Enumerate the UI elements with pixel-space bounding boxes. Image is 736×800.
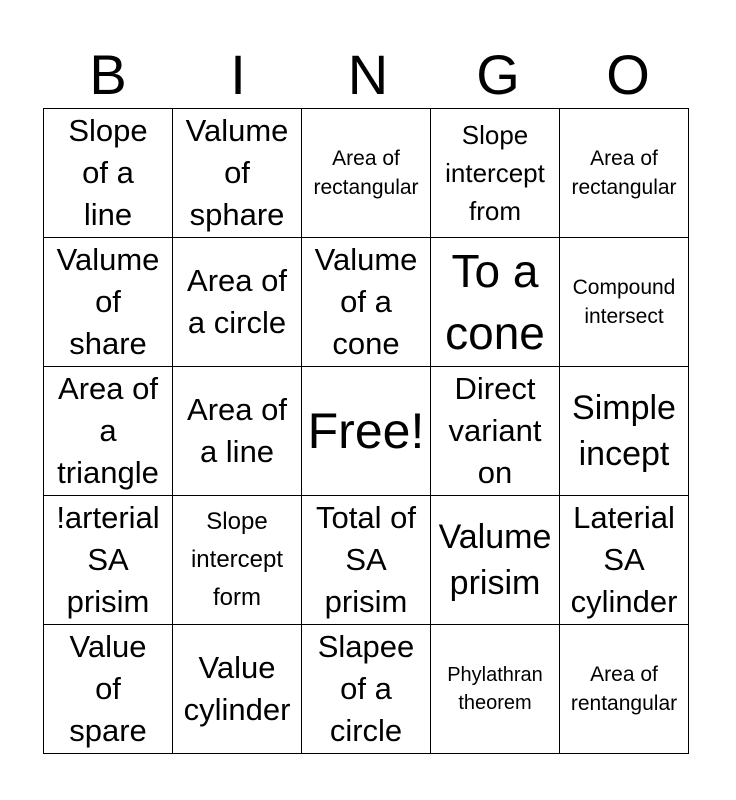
cell-text-line: triangle [57, 455, 159, 490]
bingo-cell[interactable] [302, 625, 431, 754]
bingo-cell[interactable] [431, 625, 560, 754]
cell-text-line: spare [69, 713, 147, 748]
board-row [44, 109, 689, 238]
cell-text-line: cylinder [183, 692, 291, 727]
bingo-cell[interactable] [431, 496, 560, 625]
cell-text-line: rectangular [313, 176, 419, 199]
cell-text-line: Value [198, 650, 276, 685]
cell-text-line: line [83, 197, 133, 232]
cell-text-line: Direct [454, 371, 536, 406]
cell-text-line: Valume [56, 242, 160, 277]
cell-text-line: prisim [324, 584, 408, 619]
cell-text-line: prisim [66, 584, 150, 619]
cell-text-line: Slope [206, 508, 268, 535]
cell-text-line: SA [87, 542, 129, 577]
cell-text-line: circle [329, 713, 403, 748]
cell-text-line: share [69, 326, 147, 361]
cell-text-line: Laterial [573, 500, 675, 535]
header-letter-n: N [347, 43, 389, 106]
cell-text-line: cone [445, 307, 545, 359]
bingo-cell[interactable] [560, 625, 689, 754]
bingo-cell[interactable] [302, 238, 431, 367]
cell-text-line: Area of [187, 263, 287, 298]
cell-text-line: To a [451, 245, 539, 297]
bingo-cell[interactable] [560, 367, 689, 496]
cell-text-line: intercept [190, 546, 284, 573]
board-row [44, 625, 689, 754]
cell-text-line: of [224, 155, 250, 190]
cell-text-line: SA [345, 542, 387, 577]
cell-text-line: Value [69, 629, 147, 664]
cell-text-line: Area of [332, 147, 400, 170]
cell-text-line: Valume [314, 242, 418, 277]
cell-text-line: Slope [68, 113, 148, 148]
bingo-cell[interactable] [173, 496, 302, 625]
bingo-cell[interactable] [44, 496, 173, 625]
bingo-cell[interactable] [431, 367, 560, 496]
cell-text-line: cone [332, 326, 400, 361]
bingo-cell[interactable] [302, 109, 431, 238]
cell-text-line: cylinder [570, 584, 678, 619]
cell-text-line: variant [448, 413, 542, 448]
cell-text-line: Slapee [317, 629, 415, 664]
bingo-cell[interactable] [560, 109, 689, 238]
cell-text-line: Phylathran [447, 664, 543, 686]
cell-text-line: sphare [189, 197, 285, 232]
cell-text-line: of a [82, 155, 134, 190]
bingo-header [43, 42, 693, 108]
bingo-cell[interactable] [44, 238, 173, 367]
bingo-cell[interactable] [173, 625, 302, 754]
cell-text-line: of [95, 284, 121, 319]
bingo-cell[interactable] [173, 109, 302, 238]
bingo-cell[interactable] [173, 367, 302, 496]
cell-text-line: Compound [572, 276, 676, 299]
bingo-board [43, 108, 689, 754]
cell-text-line: SA [603, 542, 645, 577]
bingo-cell[interactable] [431, 109, 560, 238]
header-letter-i: I [230, 43, 246, 106]
cell-text-line: intersect [584, 305, 664, 328]
cell-text-line: rectangular [571, 176, 677, 199]
cell-text-line: Area of [187, 392, 287, 427]
cell-text-line: Valume [438, 518, 552, 556]
cell-text-line: incept [578, 435, 670, 473]
cell-text-line: of a [340, 284, 392, 319]
cell-text-line: of [95, 671, 121, 706]
cell-text-line: Valume [185, 113, 289, 148]
cell-text-line: Area of [590, 663, 658, 686]
cell-text-line: of a [340, 671, 392, 706]
header-letter-o: O [606, 43, 650, 106]
cell-text-line: a [99, 413, 117, 448]
cell-text-line: theorem [458, 692, 532, 714]
cell-text-line: Simple [572, 389, 676, 427]
bingo-cell[interactable] [173, 238, 302, 367]
header-letter-b: B [89, 43, 127, 106]
bingo-cell[interactable] [560, 496, 689, 625]
bingo-cell[interactable] [44, 109, 173, 238]
cell-text-line: Free! [307, 403, 425, 459]
cell-text-line: intercept [445, 158, 545, 188]
cell-text-line: on [477, 455, 513, 490]
cell-text-line: Slope [461, 120, 529, 150]
cell-text-line: rentangular [570, 692, 678, 715]
cell-text-line: form [213, 584, 261, 611]
board-row [44, 238, 689, 367]
cell-text-line: a line [199, 434, 275, 469]
cell-text-line: a circle [187, 305, 287, 340]
bingo-cell[interactable] [44, 625, 173, 754]
cell-text-line: from [469, 196, 521, 226]
bingo-cell[interactable] [302, 496, 431, 625]
bingo-cell[interactable] [44, 367, 173, 496]
board-row [44, 367, 689, 496]
header-letter-g: G [476, 43, 520, 106]
cell-text-line: !arterial [56, 500, 160, 535]
cell-text-line: prisim [449, 564, 541, 602]
board-row [44, 496, 689, 625]
free-space-cell[interactable] [302, 367, 431, 496]
cell-text-line: Total of [316, 500, 416, 535]
cell-text-line: Area of [590, 147, 658, 170]
cell-text-line: Area of [58, 371, 158, 406]
bingo-cell[interactable] [431, 238, 560, 367]
bingo-cell[interactable] [560, 238, 689, 367]
